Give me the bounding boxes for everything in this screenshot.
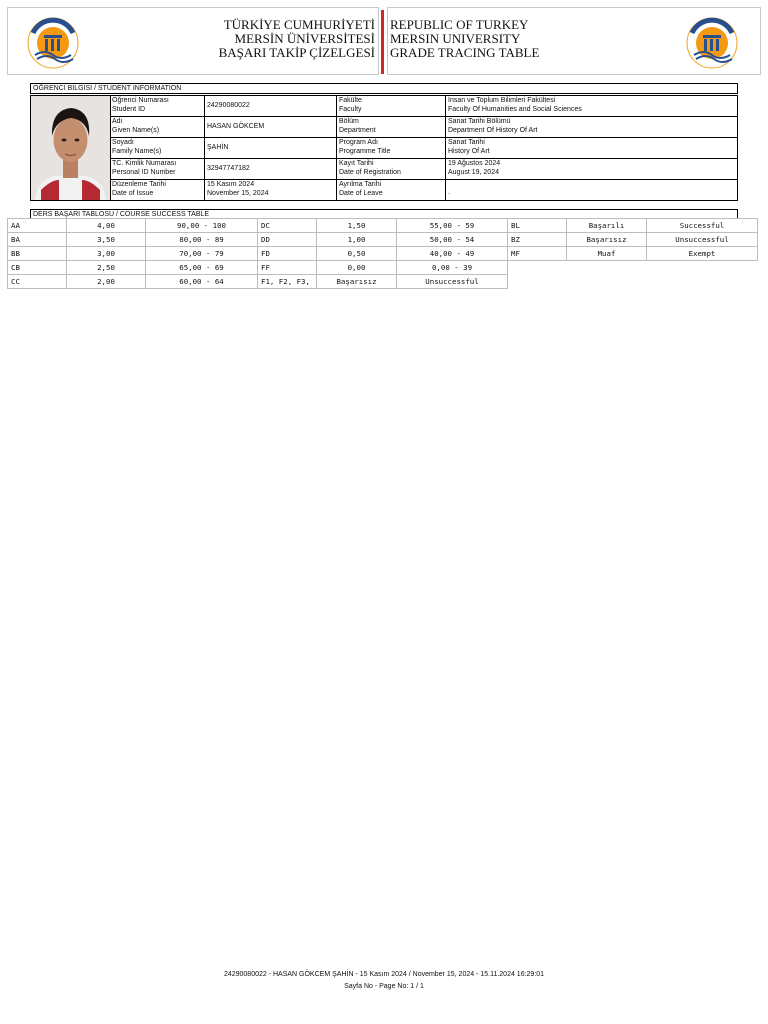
grade-cell: CB (8, 261, 67, 275)
issue-date-value-en: November 15, 2024 (207, 189, 269, 197)
grade-cell: BA (8, 233, 67, 247)
grade-cell: 50,00 - 54 (397, 233, 508, 247)
leave-date-value: . (448, 189, 450, 196)
grade-cell: 70,00 - 79 (146, 247, 258, 261)
issue-date-label-en: Date of Issue (112, 189, 154, 197)
personal-id-label (110, 159, 205, 180)
title-en-line: GRADE TRACING TABLE (390, 45, 540, 60)
footer-info: 24290080022 - HASAN GÖKCEM ŞAHİN - 15 Kasım 2024 / November 15, 2024 - 15.11.2024 16:29:01 (223, 971, 545, 978)
registration-value (446, 159, 737, 180)
registration-value-en: August 19, 2024 (448, 168, 499, 176)
university-logo-right (686, 17, 738, 69)
grade-cell: 2,50 (67, 261, 146, 275)
grade-cell: DC (258, 219, 317, 233)
personal-id-label-en: Personal ID Number (112, 168, 176, 176)
leave-date-label-en: Date of Leave (339, 189, 383, 197)
grade-cell: Başarılı (567, 219, 647, 233)
grade-cell: CC (8, 275, 67, 289)
grade-cell: FD (258, 247, 317, 261)
family-name-label (110, 138, 205, 159)
grade-row (8, 219, 758, 233)
title-tr-line: MERSİN ÜNİVERSİTESİ (234, 31, 375, 46)
issue-date-value (205, 180, 337, 200)
grade-cell: FF (258, 261, 317, 275)
grade-cell: BL (508, 219, 567, 233)
registration-value-tr: 19 Ağustos 2024 (448, 160, 501, 167)
given-name-value: HASAN GÖKCEM (205, 117, 337, 138)
given-name-label (110, 117, 205, 138)
grade-cell: 2,00 (67, 275, 146, 289)
programme-label-en: Programme Title (339, 147, 391, 155)
faculty-label-tr: Fakülte (339, 97, 362, 104)
programme-label-tr: Program Adı (339, 139, 378, 146)
university-logo (27, 17, 79, 69)
course-success-title: DERS BAŞARI TABLOSU / COURSE SUCCESS TABLE (30, 209, 738, 219)
student-photo (31, 96, 111, 200)
faculty-value-en: Faculty Of Humanities and Social Sciences (448, 105, 582, 113)
title-tr-line: TÜRKİYE CUMHURİYETİ (223, 17, 375, 32)
programme-label (337, 138, 446, 159)
title-en-line: MERSIN UNIVERSITY (390, 31, 521, 46)
student-info-table (30, 95, 738, 201)
grade-cell: 0,00 - 39 (397, 261, 508, 275)
leave-date-label-tr: Ayrılma Tarihi (339, 181, 382, 188)
department-value-en: Department Of History Of Art (448, 126, 538, 134)
family-name-value: ŞAHİN (205, 138, 337, 159)
personal-id-value: 32947747182 (205, 159, 337, 180)
department-label-tr: Bölüm (339, 118, 359, 125)
personal-id-label-tr: TC. Kimlik Numarası (112, 160, 177, 167)
grade-cell: 80,00 - 89 (146, 233, 258, 247)
registration-label-tr: Kayıt Tarihi (339, 160, 374, 167)
grade-cell: 60,00 - 64 (146, 275, 258, 289)
faculty-value (446, 96, 737, 117)
grade-cell: 55,00 - 59 (397, 219, 508, 233)
issue-date-label (110, 180, 205, 200)
grade-cell: 3,00 (67, 247, 146, 261)
student-id-value: 24290080022 (205, 96, 337, 117)
registration-label-en: Date of Registration (339, 168, 401, 176)
grade-cell: 3,50 (67, 233, 146, 247)
registration-label (337, 159, 446, 180)
grade-cell: MF (508, 247, 567, 261)
title-en-line: REPUBLIC OF TURKEY (390, 17, 529, 32)
grade-cell: AA (8, 219, 67, 233)
grade-cell: 1,50 (317, 219, 397, 233)
grade-cell: 40,00 - 49 (397, 247, 508, 261)
grade-row (8, 261, 758, 275)
grade-cell: 90,00 - 100 (146, 219, 258, 233)
grade-cell: 65,00 - 69 (146, 261, 258, 275)
programme-value-en: History Of Art (448, 147, 490, 155)
family-name-label-tr: Soyadı (112, 139, 134, 146)
header-divider (381, 10, 384, 74)
faculty-value-tr: İnsan ve Toplum Bilimleri Fakültesi (448, 97, 556, 104)
title-english (390, 18, 539, 60)
grade-cell: Başarısız (567, 233, 647, 247)
grade-row (8, 275, 758, 289)
student-id-label-en: Student ID (112, 105, 146, 113)
department-label-en: Department (339, 126, 376, 134)
grade-cell: Başarısız (317, 275, 397, 289)
grade-row (8, 247, 758, 261)
issue-date-value-tr: 15 Kasım 2024 (207, 181, 255, 188)
programme-value-tr: Sanat Tarihi (448, 139, 485, 146)
student-id-label (110, 96, 205, 117)
grade-cell: 0,00 (317, 261, 397, 275)
leave-date-label (337, 180, 446, 200)
family-name-label-en: Family Name(s) (112, 147, 162, 155)
grade-cell: F1, F2, F3, (258, 275, 317, 289)
title-turkish (219, 18, 375, 60)
grade-cell: Successful (647, 219, 758, 233)
department-label (337, 117, 446, 138)
given-name-label-tr: Adı (112, 118, 123, 125)
programme-value (446, 138, 737, 159)
student-id-label-tr: Öğrenci Numarası (112, 97, 169, 104)
faculty-label-en: Faculty (339, 105, 362, 113)
document-header (7, 7, 761, 75)
grade-cell: 1,00 (317, 233, 397, 247)
grade-cell: 0,50 (317, 247, 397, 261)
grade-cell: Unsuccessful (397, 275, 508, 289)
grade-cell: Unsuccessful (647, 233, 758, 247)
grade-row (8, 233, 758, 247)
issue-date-label-tr: Düzenleme Tarihi (112, 181, 166, 188)
footer-page-number: Sayfa No - Page No: 1 / 1 (344, 983, 424, 990)
grade-cell: Exempt (647, 247, 758, 261)
student-info-title: ÖĞRENCİ BİLGİSİ / STUDENT INFORMATION (30, 83, 738, 94)
department-value (446, 117, 737, 138)
grade-cell: 4,00 (67, 219, 146, 233)
grade-cell: BZ (508, 233, 567, 247)
given-name-label-en: Given Name(s) (112, 126, 160, 134)
grade-cell: BB (8, 247, 67, 261)
grade-table (7, 218, 758, 289)
department-value-tr: Sanat Tarihi Bölümü (448, 118, 511, 125)
grade-cell: Muaf (567, 247, 647, 261)
faculty-label (337, 96, 446, 117)
grade-cell: DD (258, 233, 317, 247)
title-tr-line: BAŞARI TAKİP ÇİZELGESİ (218, 45, 375, 60)
